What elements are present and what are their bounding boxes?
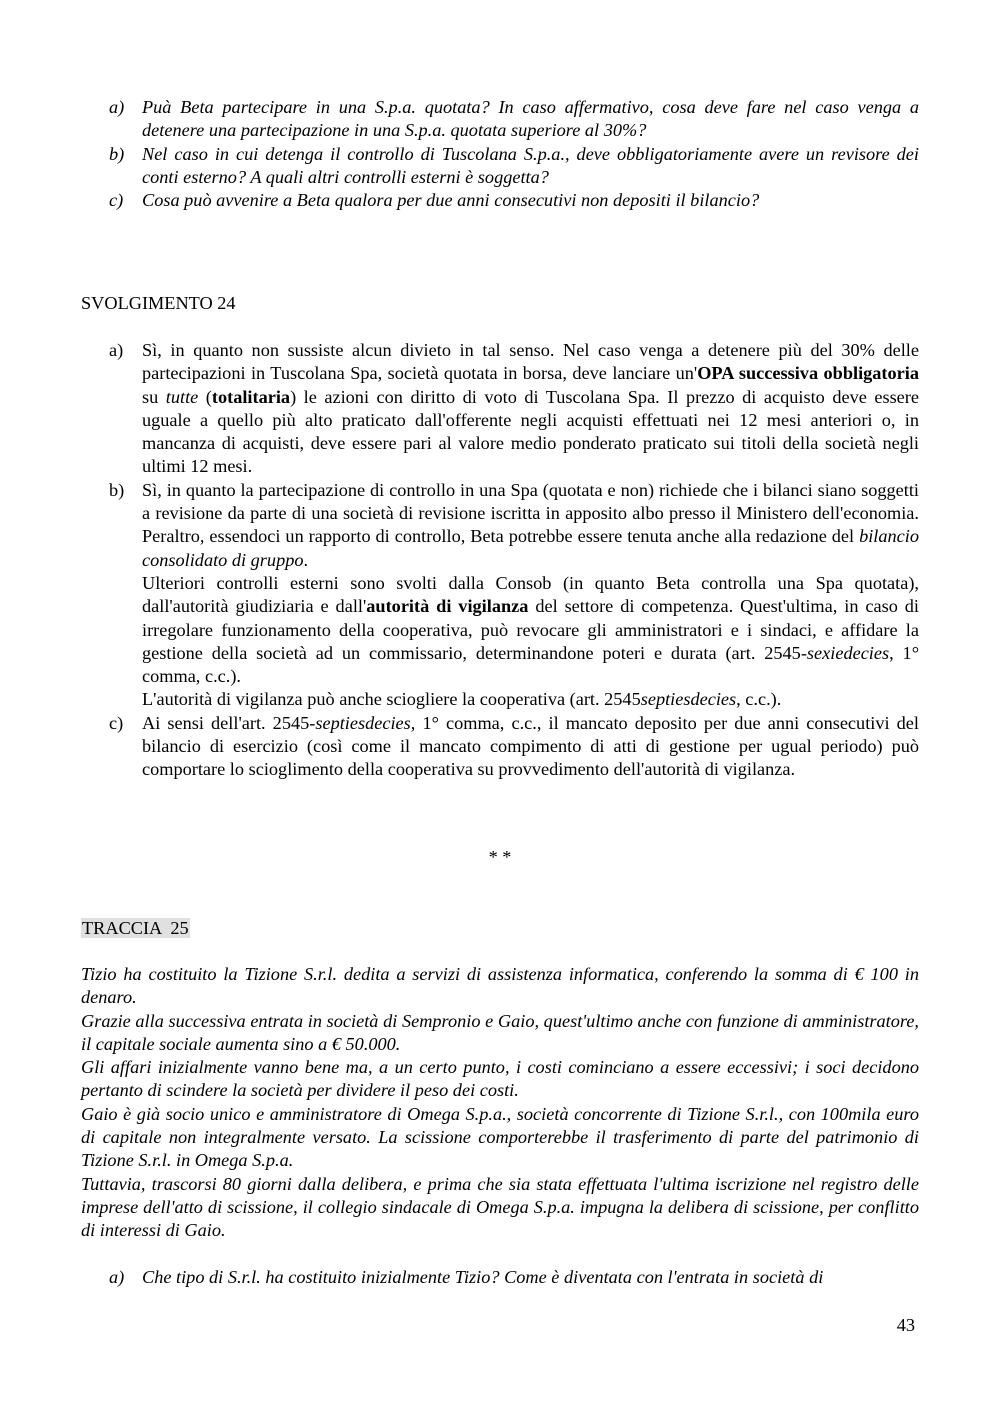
question-item bbox=[81, 143, 919, 190]
answer-item-c bbox=[81, 712, 919, 782]
answer-text: Ai sensi dell'art. 2545- bbox=[142, 712, 316, 733]
question-text: Puà Beta partecipare in una S.p.a. quotata? In caso affermativo, cosa deve fare nel caso venga a detenere una partecipazione in una S.p.a. quotata superiore al 30%? bbox=[142, 97, 919, 141]
page-number: 43 bbox=[896, 1315, 915, 1335]
list-marker: c) bbox=[109, 712, 124, 733]
question-item bbox=[81, 96, 919, 143]
question-text: Cosa può avvenire a Beta qualora per due anni consecutivi non depositi il bilancio? bbox=[142, 190, 760, 211]
bold-term: totalitaria bbox=[211, 386, 291, 407]
list-marker: a) bbox=[109, 1267, 125, 1287]
answer-text: ( bbox=[198, 386, 212, 407]
traccia-paragraph: Gaio è già socio unico e amministratore di Omega S.p.a., società concorrente di Tizione S.r.l., con 100mila euro di capitale non integralmente versato. La scissione comporterebbe il trasferimento di parte del patrimonio di Tizione S.r.l. in Omega S.p.a. bbox=[81, 1103, 919, 1171]
answer-paragraph bbox=[142, 572, 919, 688]
italic-term: septiesdecies bbox=[640, 689, 737, 710]
traccia-paragraph: Grazie alla successiva entrata in società di Sempronio e Gaio, quest'ultimo anche con funzione di amministratore, il capitale sociale aumenta sino a € 50.000. bbox=[81, 1010, 919, 1054]
traccia-heading bbox=[81, 917, 190, 940]
question-item bbox=[81, 1266, 919, 1289]
question-item bbox=[81, 189, 919, 212]
italic-term: septiesdecies bbox=[315, 712, 411, 733]
list-marker: a) bbox=[109, 340, 124, 360]
list-marker: c) bbox=[109, 190, 124, 211]
section-separator: * * bbox=[488, 847, 512, 867]
italic-term: sexiedecies bbox=[806, 642, 890, 663]
answer-item-a bbox=[81, 339, 919, 479]
answer-text: Ulteriori controlli esterni sono svolti dalla Consob (in quanto Beta controlla una Spa quotata), dall'autorità giudiziaria e dall' bbox=[142, 572, 919, 617]
questions-25 bbox=[81, 1266, 919, 1289]
answer-item-b bbox=[81, 479, 919, 712]
answer-text: L'autorità di vigilanza può anche sciogliere la cooperativa (art. 2545 bbox=[142, 689, 641, 710]
answer-text: Sì, in quanto non sussiste alcun divieto in tal senso. Nel caso venga a detenere più del 30% delle partecipazioni in Tuscolana Spa, società quotata in borsa, deve lanciare un' bbox=[142, 340, 919, 384]
italic-term: bilancio consolidato di gruppo bbox=[142, 526, 919, 570]
answer-text: , c.c.). bbox=[736, 689, 782, 710]
answer-text: Sì, in quanto la partecipazione di controllo in una Spa (quotata e non) richiede che i bilanci siano soggetti a revisione da parte di una società di revisione iscritta in apposito albo presso il Ministero dell'economia. Peraltro, essendoci un rapporto di controllo, Beta potrebbe essere tenuta anche alla redazione del bbox=[142, 479, 919, 547]
traccia-paragraph: Tuttavia, trascorsi 80 giorni dalla delibera, e prima che sia stata effettuata l'ultima iscrizione nel registro delle imprese dell'atto di scissione, il collegio sindacale di Omega S.p.a. impugna la delibera di scissione, per conflitto di interessi di Gaio. bbox=[81, 1173, 919, 1241]
answers-24 bbox=[81, 339, 919, 782]
bold-term: OPA successiva obbligatoria bbox=[697, 363, 919, 384]
answer-text: ) le azioni con diritto di voto di Tuscolana Spa. Il prezzo di acquisto deve essere uguale a quello più alto praticato dall'offerente negli acquisti effettuati nei 12 mesi anteriori o, in mancanza di acquisti, deve essere pari al valore medio ponderato praticato sui titoli della società negli ultimi 12 mesi. bbox=[142, 386, 919, 477]
answer-text: . bbox=[303, 549, 309, 570]
answer-paragraph bbox=[142, 688, 919, 711]
traccia-body bbox=[81, 963, 919, 1243]
answer-paragraph bbox=[142, 479, 919, 572]
question-text: Che tipo di S.r.l. ha costituito inizialmente Tizio? Come è diventata con l'entrata in società di bbox=[142, 1267, 824, 1287]
svolgimento-heading: SVOLGIMENTO 24 bbox=[81, 293, 236, 313]
answer-text: su bbox=[142, 386, 166, 407]
italic-term: tutte bbox=[165, 386, 199, 407]
answer-text: del settore di competenza. Quest'ultima, in caso di irregolare funzionamento della cooperativa, può revocare gli amministratori e i sindaci, e affidare la gestione della società ad un commissario, determinandone poteri e durata (art. 2545- bbox=[142, 596, 920, 663]
questions-24 bbox=[81, 96, 919, 212]
traccia-heading-text: TRACCIA 25 bbox=[82, 918, 189, 938]
question-text: Nel caso in cui detenga il controllo di Tuscolana S.p.a., deve obbligatoriamente avere un revisore dei conti esterno? A quali altri controlli esterni è soggetta? bbox=[142, 143, 919, 187]
bold-term: autorità di vigilanza bbox=[366, 596, 529, 617]
list-marker: a) bbox=[109, 97, 125, 117]
traccia-paragraph: Gli affari inizialmente vanno bene ma, a un certo punto, i costi cominciano a essere eccessivi; i soci decidono pertanto di scindere la società per dividere il peso dei costi. bbox=[81, 1057, 919, 1101]
answer-text: , 1° comma, c.c.). bbox=[142, 642, 919, 687]
traccia-paragraph: Tizio ha costituito la Tizione S.r.l. dedita a servizi di assistenza informatica, conferendo la somma di € 100 in denaro. bbox=[81, 964, 919, 1008]
list-marker: b) bbox=[109, 143, 125, 164]
answer-text: , 1° comma, c.c., il mancato deposito per due anni consecutivi del bilancio di esercizio (così come il mancato compimento di atti di gestione per ugual periodo) può comportare lo scioglimento della cooperativa su provvedimento dell'autorità di vigilanza. bbox=[142, 712, 919, 780]
list-marker: b) bbox=[109, 479, 125, 500]
